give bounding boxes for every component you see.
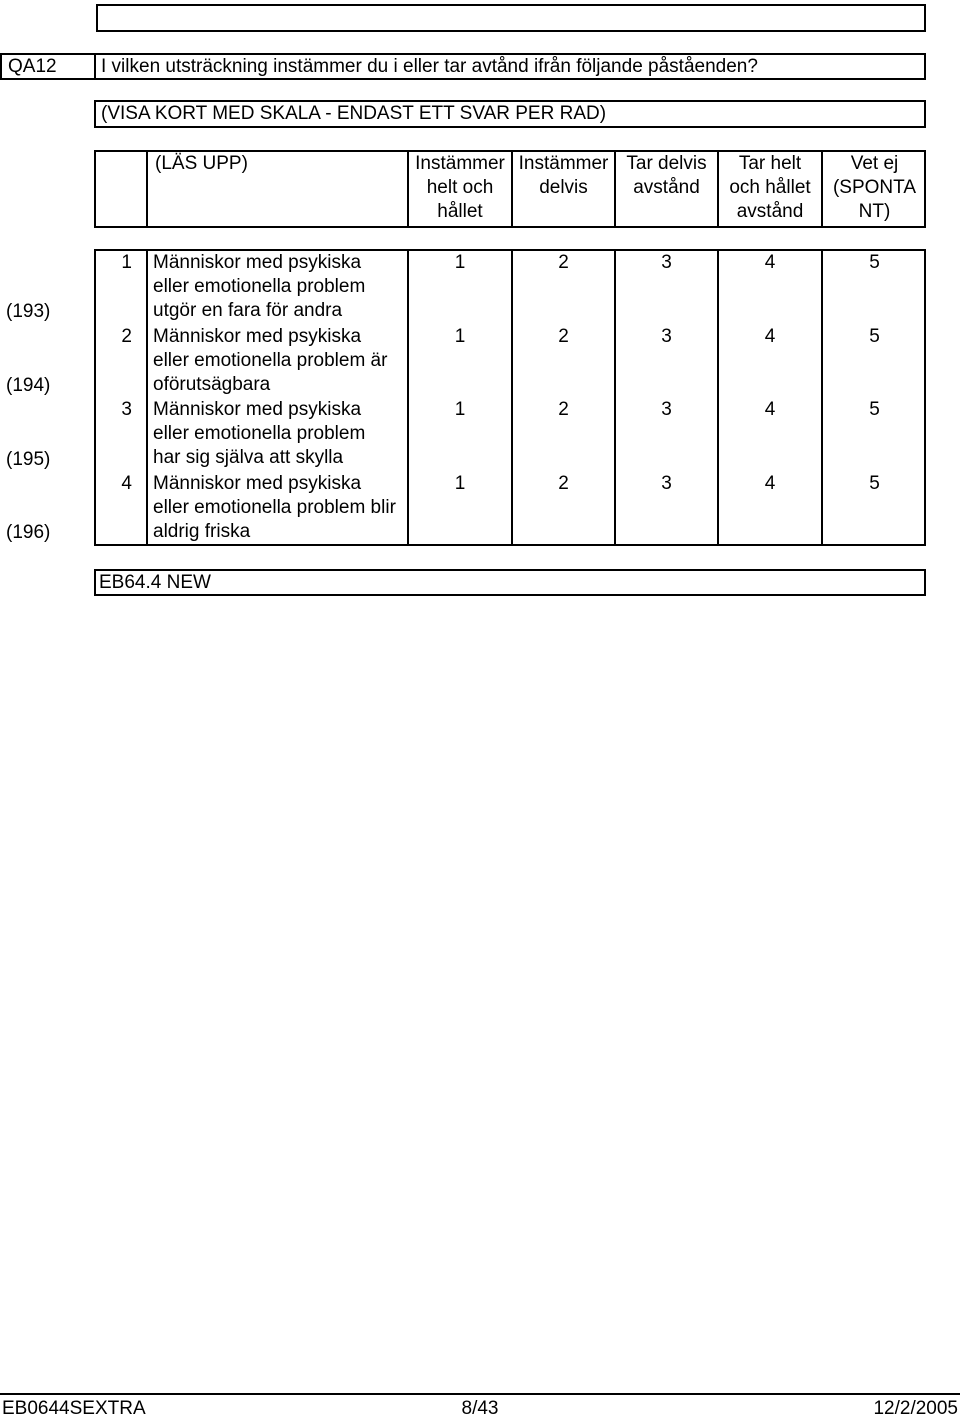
top-empty-box — [96, 4, 926, 32]
question-text: I vilken utsträckning instämmer du i eller tar avtånd ifrån följande påståenden? — [101, 56, 758, 77]
footer-document-id: EB0644SEXTRA — [2, 1398, 146, 1419]
answer-code: 5 — [869, 399, 880, 420]
question-code: QA12 — [8, 56, 57, 77]
answer-code: 3 — [661, 473, 672, 494]
instruction-text: (VISA KORT MED SKALA - ENDAST ETT SVAR PER RAD) — [101, 103, 607, 124]
row-number: 4 — [121, 473, 132, 494]
row-statement: Människor med psykiska eller emotionella problem har sig själva att skylla — [153, 399, 366, 468]
answer-code: 4 — [764, 399, 776, 420]
answer-code: 4 — [764, 473, 776, 494]
answer-code: 3 — [661, 326, 672, 347]
answer-code: 5 — [869, 252, 880, 273]
row-statement: Människor med psykiska eller emotionella problem blir aldrig friska — [153, 473, 396, 542]
answer-code: 5 — [869, 326, 880, 347]
answer-code: 2 — [558, 399, 569, 420]
answer-code: 1 — [454, 252, 466, 273]
footer-rule — [0, 1393, 960, 1395]
answer-code: 5 — [869, 473, 880, 494]
column-header: Instämmer delvis — [518, 153, 609, 198]
row-number: 1 — [121, 252, 132, 273]
row-statement: Människor med psykiska eller emotionella problem utgör en fara för andra — [153, 252, 366, 321]
row-number: 2 — [121, 326, 132, 347]
column-header: Instämmer helt och hållet — [415, 153, 505, 222]
row-variable: (196) — [6, 522, 51, 543]
header-divider-1 — [146, 150, 148, 228]
answer-code: 2 — [558, 326, 569, 347]
column-header: Vet ej (SPONTA NT) — [832, 153, 917, 222]
body-divider-1 — [146, 249, 148, 546]
row-variable: (194) — [6, 375, 51, 396]
answer-code: 4 — [764, 252, 776, 273]
answer-code: 3 — [661, 399, 672, 420]
footer-date: 12/2/2005 — [873, 1398, 958, 1419]
column-header: Tar helt och hållet avstånd — [729, 153, 811, 222]
row-number: 3 — [121, 399, 132, 420]
row-statement: Människor med psykiska eller emotionella problem är oförutsägbara — [153, 326, 388, 395]
answer-code: 2 — [558, 473, 569, 494]
answer-code: 1 — [454, 473, 466, 494]
answer-code: 2 — [558, 252, 569, 273]
read-label: (LÄS UPP) — [155, 153, 248, 174]
source-note-box — [94, 569, 926, 596]
answer-code: 3 — [661, 252, 672, 273]
answer-code: 4 — [764, 326, 776, 347]
answer-code: 1 — [454, 326, 466, 347]
source-note: EB64.4 NEW — [99, 572, 211, 593]
question-divider — [94, 53, 96, 80]
footer-page-number: 8/43 — [461, 1398, 499, 1419]
row-variable: (193) — [6, 301, 51, 322]
row-variable: (195) — [6, 449, 51, 470]
answer-code: 1 — [454, 399, 466, 420]
column-header: Tar delvis avstånd — [626, 153, 707, 198]
